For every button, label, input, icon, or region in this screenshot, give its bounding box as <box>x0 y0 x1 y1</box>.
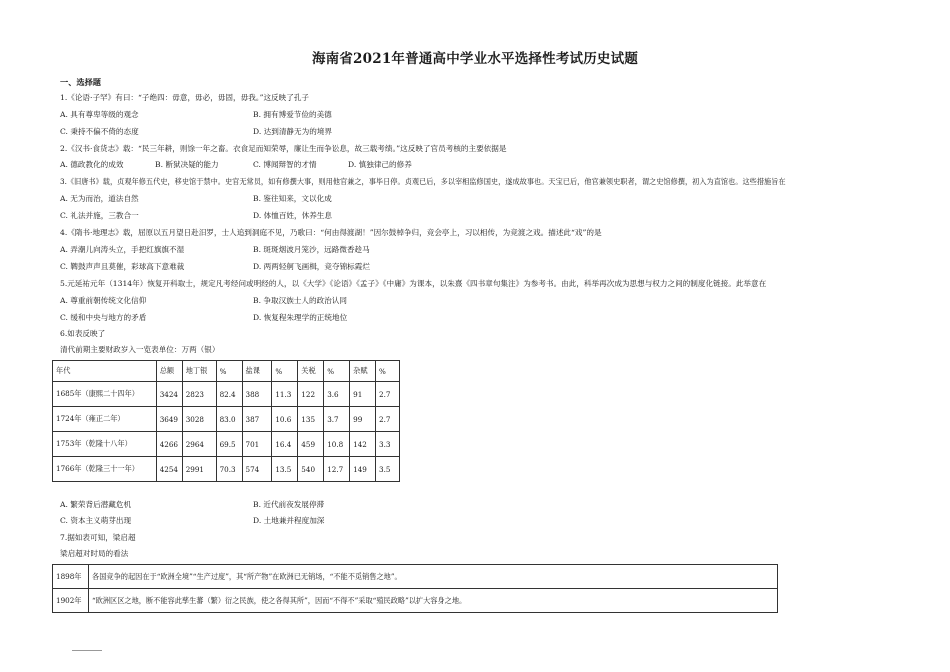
table-row <box>53 565 778 589</box>
table-caption-2: 梁启超对时局的看法 <box>60 549 129 558</box>
table-row <box>53 589 778 613</box>
question-2-option-c: C. 博闻辩智的才情 <box>253 160 317 169</box>
table-cell: 1898年 <box>53 565 89 589</box>
table-row <box>53 457 400 482</box>
question-7-stem: 7.据如表可知，梁启超 <box>60 533 136 542</box>
table-cell: 69.5 <box>216 432 242 457</box>
table-cell: 13.5 <box>272 457 298 482</box>
table-cell: 2.7 <box>376 407 400 432</box>
table-cell: 82.4 <box>216 382 242 407</box>
question-6-option-b: B. 近代前夜发展停滞 <box>253 500 325 509</box>
table-header-cell: % <box>216 361 242 382</box>
section-heading: 一、选择题 <box>60 77 101 87</box>
table-header-cell: 年代 <box>53 361 157 382</box>
question-5-option-a: A. 尊重前朝传统文化信仰 <box>60 296 147 305</box>
table-cell: 3424 <box>156 382 182 407</box>
question-5-option-b: B. 争取汉族士人的政治认同 <box>253 296 347 305</box>
table-cell: 149 <box>350 457 376 482</box>
table-cell: 1766年（乾隆三十一年） <box>53 457 157 482</box>
question-1-option-a: A. 具有尊卑等级的观念 <box>60 110 139 119</box>
table-caption: 清代前期主要财政岁入一览表单位：万两（银） <box>60 345 220 354</box>
table-cell: 1685年（康熙二十四年） <box>53 382 157 407</box>
question-1-option-b: B. 拥有博爱节俭的美德 <box>253 110 332 119</box>
table-cell: 2964 <box>182 432 216 457</box>
question-4-option-c: C. 鞞鼓声声且莫催，彩球高下意难裁 <box>60 262 185 271</box>
question-2-option-a: A. 德政教化的成效 <box>60 160 124 169</box>
table-cell: 701 <box>242 432 272 457</box>
question-5-option-c: C. 缓和中央与地方的矛盾 <box>60 313 147 322</box>
table-header-cell: % <box>376 361 400 382</box>
question-4-stem: 4.《隋书·地理志》载，屈原以五月望日赴汨罗，士人追到洞庭不见，乃歌曰：“何由得渡湖！”因尔鼓棹争归，竞会亭上，习以相传，为竞渡之戏。描述此“戏”的是 <box>60 228 602 237</box>
question-3-stem: 3.《旧唐书》载，贞观年修五代史，移史馆于禁中。史官无常员，如有修撰大事，则用他官兼之，事毕日停。贞观已后，多以宰相监修国史，遂成故事也。天宝已后，他官兼领史职者，谓之史馆修撰，初入为直馆也。这些措施旨在 <box>60 177 786 186</box>
table-header-cell: 总额 <box>156 361 182 382</box>
question-5-option-d: D. 恢复程朱理学的正统地位 <box>253 313 348 322</box>
table-cell: 540 <box>298 457 324 482</box>
table-cell: 574 <box>242 457 272 482</box>
table-cell: 各国竞争的起因在于“欧洲全境”“生产过度”，其“所产物”在欧洲已无销场，“不能不觅销售之地”。 <box>89 565 778 589</box>
table-header-cell: 地丁银 <box>182 361 216 382</box>
table-row <box>53 407 400 432</box>
table-cell: 387 <box>242 407 272 432</box>
question-5-stem: 5.元延祐元年（1314年）恢复开科取士，规定凡考经问或明经的人，以《大学》《论语》《孟子》《中庸》为课本，以朱熹《四书章句集注》为参考书。由此，科举再次成为思想与权力之间的制度化链接。此举意在 <box>60 279 767 288</box>
table-cell: 135 <box>298 407 324 432</box>
question-2-option-b: B. 断狱决疑的能力 <box>155 160 219 169</box>
question-1-option-c: C. 秉持不偏不倚的态度 <box>60 127 139 136</box>
table-cell: 99 <box>350 407 376 432</box>
table-cell: 2991 <box>182 457 216 482</box>
question-3-option-d: D. 体恤百姓，休养生息 <box>253 211 332 220</box>
question-1-stem: 1.《论语·子罕》有曰：“子绝四：毋意，毋必，毋固，毋我。”这反映了孔子 <box>60 93 310 102</box>
question-6-option-c: C. 资本主义萌芽出现 <box>60 516 132 525</box>
revenue-table <box>52 360 400 482</box>
table-header-cell: 盐课 <box>242 361 272 382</box>
table-cell: 1902年 <box>53 589 89 613</box>
question-2-option-d: D. 慎独律己的修养 <box>348 160 412 169</box>
table-cell: 3.5 <box>376 457 400 482</box>
question-3-option-c: C. 礼法并施，三教合一 <box>60 211 139 220</box>
table-cell: 388 <box>242 382 272 407</box>
question-6-stem: 6.如表反映了 <box>60 329 106 338</box>
question-4-option-b: B. 斑斑烟波月笼沙，远路微香趁马 <box>253 245 370 254</box>
table-cell: 3.7 <box>324 407 350 432</box>
table-cell: 142 <box>350 432 376 457</box>
table-row <box>53 432 400 457</box>
table-cell: 3.3 <box>376 432 400 457</box>
table-row <box>53 382 400 407</box>
table-cell: 3.6 <box>324 382 350 407</box>
question-4-option-d: D. 两两轻舸飞画楫，竞夺锦标霞烂 <box>253 262 370 271</box>
table-cell: 2.7 <box>376 382 400 407</box>
table-header-row <box>53 361 400 382</box>
table-cell: 1724年（雍正二年） <box>53 407 157 432</box>
question-6-option-a: A. 繁荣背后潜藏危机 <box>60 500 132 509</box>
table-header-cell: % <box>272 361 298 382</box>
table-cell: 91 <box>350 382 376 407</box>
question-3-option-b: B. 鉴往知来，文以化成 <box>253 194 332 203</box>
table-cell: “欧洲区区之地，断不能容此孳生蕃（繁）衍之民族，使之各得其所”，因而“不得不”采取“殖民政略”以扩大容身之地。 <box>89 589 778 613</box>
table-cell: 70.3 <box>216 457 242 482</box>
table-cell: 2823 <box>182 382 216 407</box>
question-2-stem: 2.《汉书·食货志》载：“民三年耕，则馀一年之畜。衣食足而知荣辱，廉让生而争讼息，故三载考绩。”这反映了官员考核的主要依据是 <box>60 144 507 153</box>
table-cell: 4254 <box>156 457 182 482</box>
question-3-option-a: A. 无为而治，道法自然 <box>60 194 139 203</box>
table-cell: 1753年（乾隆十八年） <box>53 432 157 457</box>
table-cell: 3649 <box>156 407 182 432</box>
table-cell: 12.7 <box>324 457 350 482</box>
table-cell: 459 <box>298 432 324 457</box>
table-cell: 16.4 <box>272 432 298 457</box>
table-header-cell: % <box>324 361 350 382</box>
table-cell: 11.3 <box>272 382 298 407</box>
table-cell: 122 <box>298 382 324 407</box>
table-cell: 10.8 <box>324 432 350 457</box>
question-6-option-d: D. 土地兼并程度加深 <box>253 516 325 525</box>
table-cell: 83.0 <box>216 407 242 432</box>
question-4-option-a: A. 弄潮儿向涛头立，手把红旗旗不湿 <box>60 245 185 254</box>
page-footer-rule <box>72 650 102 651</box>
table-cell: 3028 <box>182 407 216 432</box>
table-cell: 10.6 <box>272 407 298 432</box>
table-header-cell: 杂赋 <box>350 361 376 382</box>
question-1-option-d: D. 达到清静无为的境界 <box>253 127 332 136</box>
views-table <box>52 564 778 613</box>
table-cell: 4266 <box>156 432 182 457</box>
table-header-cell: 关税 <box>298 361 324 382</box>
page-title: 海南省2021年普通高中学业水平选择性考试历史试题 <box>311 51 639 67</box>
